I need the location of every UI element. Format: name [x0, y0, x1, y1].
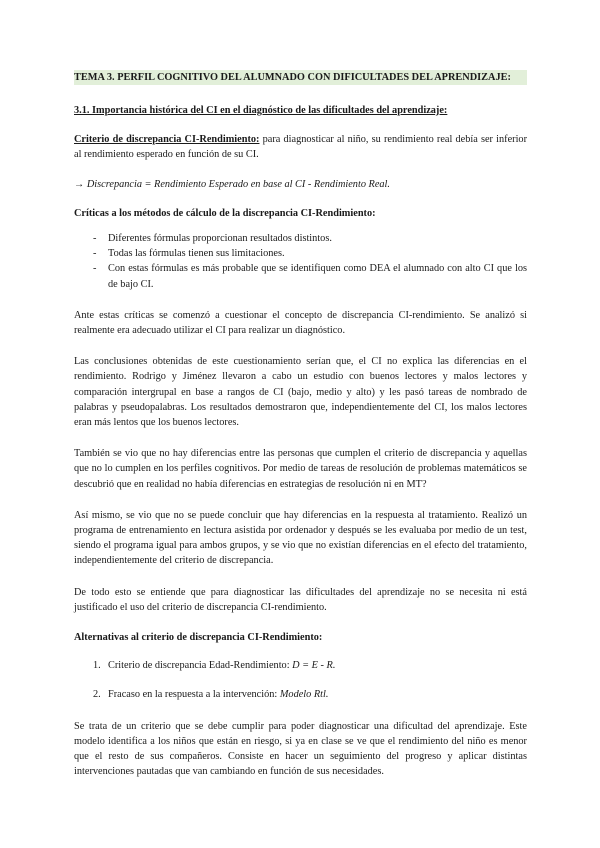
list-item — [93, 231, 527, 246]
list-item-text: Con estas fórmulas es más probable que se identifiquen como DEA el alumnado con alto CI que los de bajo CI. — [108, 263, 527, 290]
list-number: 1. — [93, 660, 101, 672]
criterio-text: para diagnosticar al niño, su rendimiento real debía ser inferior al rendimiento esperado en función de su CI. — [74, 134, 528, 161]
discrepancy-formula: → Discrepancia = Rendimiento Esperado en base al CI - Rendimiento Real. — [74, 178, 390, 190]
dash-bullet: - — [93, 263, 97, 275]
alternativas-heading: Alternativas al criterio de discrepancia CI-Rendimiento: — [74, 632, 323, 644]
paragraph-conclusiones: Las conclusiones obtenidas de este cuestionamiento serían que, el CI no explica las diferencias en el rendimiento. Rodrigo y Jiménez llevaron a cabo un estudio con buenos lectores y malos lectores y comparación intergrupal en base a rangos de CI (bajo, medio y alto) y les pasó tareas de nombrado de palabras y pseudopalabras. Los resultados demostraron que, independientemente del CI, los malos lectores eran más lentos que los buenos lectores. — [74, 356, 527, 429]
paragraph-conclusion: De todo esto se entiende que para diagnosticar las dificultades del aprendizaje no se necesita ni está justificado el uso del criterio de discrepancia CI-rendimiento. — [74, 586, 527, 613]
paragraph-perfiles: También se vio que no hay diferencias entre las personas que cumplen el criterio de discrepancia y aquellas que no lo cumplen en los perfiles cognitivos. Por medio de tareas de resolución de problemas matemáticos se descubrió que en realidad no había diferencias en estrategias de resolución ni en MT? — [74, 448, 527, 490]
list-item — [93, 687, 527, 702]
dash-bullet: - — [93, 233, 97, 245]
list-item-text: Diferentes fórmulas proporcionan resultados distintos. — [108, 233, 332, 245]
list-item-text: Fracaso en la respuesta a la intervención: — [108, 689, 280, 701]
list-item-formula: Modelo Rtl. — [279, 689, 329, 701]
criticas-heading: Críticas a los métodos de cálculo de la discrepancia CI-Rendimiento: — [74, 207, 376, 219]
paragraph-criticas: Ante estas críticas se comenzó a cuestionar el concepto de discrepancia CI-rendimiento. Se analizó si realmente era adecuado utilizar el CI para realizar un diagnóstico. — [74, 309, 527, 337]
paragraph-rti: Se trata de un criterio que se debe cumplir para poder diagnosticar una dificultad del aprendizaje. Este modelo identifica a los niños que están en riesgo, si ya en clase se ve que el rendimiento del niño es menor que el resto de sus compañeros. Consiste en hacer un seguimiento del progreso y aplicar distintas intervenciones pautadas que van cambiando en función de sus necesidades. — [74, 720, 527, 778]
section-heading: 3.1. Importancia histórica del CI en el diagnóstico de las dificultades del aprendizaje: — [74, 105, 448, 116]
criticas-list — [74, 231, 527, 292]
list-item-formula: D = E - R. — [292, 660, 336, 672]
criterio-paragraph — [74, 132, 527, 162]
alternativas-list — [74, 658, 527, 702]
paragraph-tratamiento: Así mismo, se vio que no se puede concluir que hay diferencias en la respuesta al tratamiento. Realizó un programa de entrenamiento en lectura asistida por ordenador y después se les evaluaba por medio de un test, siendo el programa igual para ambos grupos, y se vio que no existían diferencias en el efecto del tratamiento, independientemente del criterio de discrepancia. — [74, 509, 527, 567]
criterio-label: Criterio de discrepancia CI-Rendimiento: — [74, 134, 260, 146]
page-title: TEMA 3. PERFIL COGNITIVO DEL ALUMNADO CON DIFICULTADES DEL APRENDIZAJE: — [74, 70, 527, 85]
dash-bullet: - — [93, 248, 97, 260]
list-item-text: Criterio de discrepancia Edad-Rendimiento: — [108, 660, 293, 672]
list-item — [93, 261, 527, 291]
list-item-text: Todas las fórmulas tienen sus limitaciones. — [108, 248, 285, 260]
list-number: 2. — [93, 689, 101, 701]
list-item — [93, 246, 527, 261]
list-item — [93, 658, 527, 673]
